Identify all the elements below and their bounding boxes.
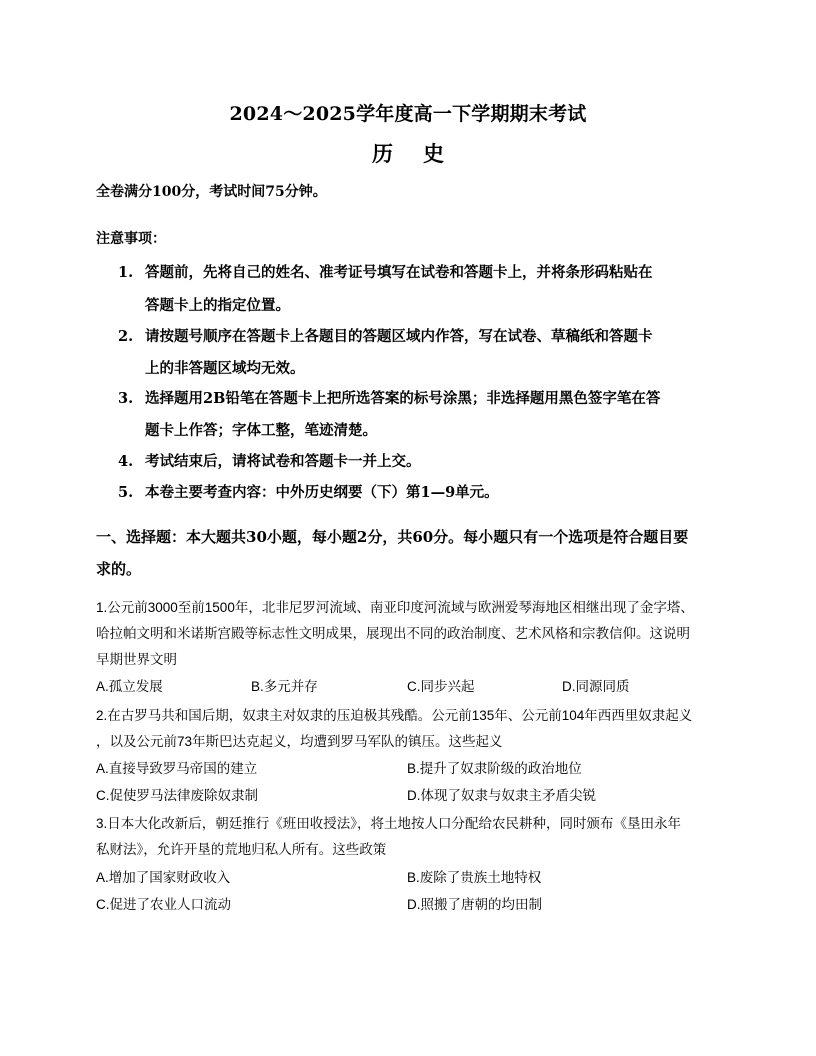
notice-item-number: 5.: [118, 484, 134, 501]
notice-item-4: [118, 450, 421, 471]
question-3-option-c: C.促进了农业人口流动: [96, 897, 231, 912]
exam-intro: 全卷满分100分，考试时间75分钟。: [96, 184, 327, 200]
notice-item-number: 1.: [118, 264, 134, 281]
question-1-option-b: B.多元并存: [251, 679, 318, 694]
question-2-stem-line-1: 2.在古罗马共和国后期，奴隶主对奴隶的压迫极其残酷。公元前135年、公元前104年西西里奴隶起义: [96, 708, 693, 723]
notice-item-number: 3.: [118, 390, 134, 407]
question-1-option-c: C.同步兴起: [407, 679, 475, 694]
notice-item-3-continued: 题卡上作答；字体工整，笔迹清楚。: [145, 422, 377, 439]
question-1-option-a: A.孤立发展: [96, 679, 163, 694]
notice-item-text: 考试结束后，请将试卷和答题卡一并上交。: [145, 453, 421, 470]
notice-item-text: 选择题用2B铅笔在答题卡上把所选答案的标号涂黑；非选择题用黑色签字笔在答: [145, 390, 661, 407]
notice-item-2: [118, 325, 653, 346]
question-2-option-d: D.体现了奴隶与奴隶主矛盾尖锐: [407, 788, 596, 803]
question-3-option-a: A.增加了国家财政收入: [96, 870, 231, 885]
notice-item-1-continued: 答题卡上的指定位置。: [145, 297, 290, 314]
notice-heading: 注意事项：: [96, 231, 166, 247]
question-2-option-c: C.促使罗马法律废除奴隶制: [96, 788, 258, 803]
question-2-option-a: A.直接导致罗马帝国的建立: [96, 761, 258, 776]
exam-title: 2024～2025学年度高一下学期期末考试: [229, 103, 587, 125]
question-2-option-b: B.提升了奴隶阶级的政治地位: [407, 761, 582, 776]
question-3-stem-line-1: 3.日本大化改新后，朝廷推行《班田收授法》，将土地按人口分配给农民耕种，同时颁布《垦田永年: [96, 816, 682, 831]
notice-item-text: 请按题号顺序在答题卡上各题目的答题区域内作答，写在试卷、草稿纸和答题卡: [145, 328, 653, 345]
notice-item-number: 4.: [118, 453, 134, 470]
section-heading-line-2: 求的。: [96, 560, 142, 578]
notice-item-2-continued: 上的非答题区域均无效。: [145, 360, 305, 377]
question-2-stem-line-2: ，以及公元前73年斯巴达克起义，均遭到罗马军队的镇压。这些起义: [96, 734, 503, 749]
question-1-stem-line-3: 早期世界文明: [96, 652, 177, 667]
question-3-option-b: B.废除了贵族土地特权: [407, 870, 542, 885]
question-1-stem-line-1: 1.公元前3000至前1500年，北非尼罗河流域、南亚印度河流域与欧洲爱琴海地区相继出现了金字塔、: [96, 600, 694, 615]
question-3-option-d: D.照搬了唐朝的均田制: [407, 897, 542, 912]
subject-title: 历史: [372, 141, 474, 166]
notice-item-1: [118, 261, 653, 282]
notice-item-5: [118, 481, 499, 502]
notice-item-text: 答题前，先将自己的姓名、准考证号填写在试卷和答题卡上，并将条形码粘贴在: [145, 264, 653, 281]
notice-item-text: 本卷主要考查内容：中外历史纲要（下）第1—9单元。: [145, 484, 499, 501]
question-1-option-d: D.同源同质: [562, 679, 630, 694]
section-heading-line-1: 一、选择题：本大题共30小题，每小题2分，共60分。每小题只有一个选项是符合题目要: [96, 528, 689, 546]
notice-item-3: [118, 387, 660, 408]
notice-item-number: 2.: [118, 328, 134, 345]
question-1-stem-line-2: 哈拉帕文明和米诺斯宫殿等标志性文明成果，展现出不同的政治制度、艺术风格和宗教信仰。这说明: [96, 626, 690, 641]
question-3-stem-line-2: 私财法》，允许开垦的荒地归私人所有。这些政策: [96, 842, 387, 857]
